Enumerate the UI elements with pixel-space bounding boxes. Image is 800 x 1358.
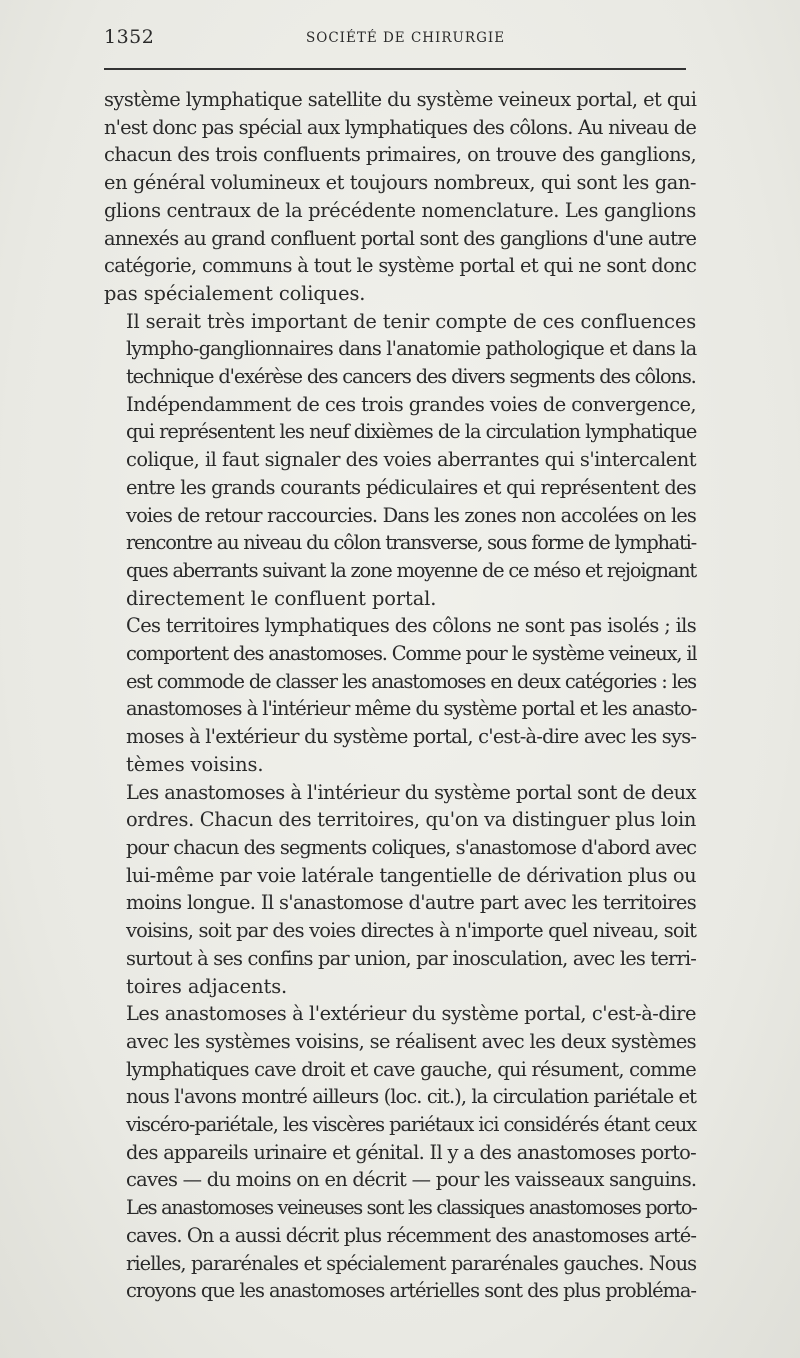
text-line: Les anastomoses à l'intérieur du système portal sont de deux bbox=[126, 780, 696, 804]
text-line: surtout à ses confins par union, par inosculation, avec les terri- bbox=[126, 946, 697, 970]
text-line: directement le confluent portal. bbox=[126, 586, 437, 610]
text-line: n'est donc pas spécial aux lymphatiques des côlons. Au niveau de bbox=[104, 115, 697, 139]
text-line: colique, il faut signaler des voies aberrantes qui s'intercalent bbox=[126, 448, 696, 472]
text-line: voisins, soit par des voies directes à n'importe quel niveau, soit bbox=[126, 919, 697, 943]
text-line: lympho-ganglionnaires dans l'anatomie pathologique et dans la bbox=[126, 337, 697, 361]
text-line: Les anastomoses veineuses sont les classiques anastomoses porto- bbox=[126, 1196, 697, 1220]
text-line: lui-même par voie latérale tangentielle de dérivation plus ou bbox=[126, 863, 697, 887]
text-line: système lymphatique satellite du système veineux portal, et qui bbox=[104, 88, 697, 111]
text-line: est commode de classer les anastomoses en deux catégories : les bbox=[126, 669, 696, 693]
text-line: glions centraux de la précédente nomenclature. Les ganglions bbox=[104, 198, 696, 222]
paragraph bbox=[104, 391, 696, 613]
header-rule bbox=[104, 68, 686, 70]
text-line: lymphatiques cave droit et cave gauche, qui résument, comme bbox=[126, 1057, 696, 1081]
paragraph bbox=[104, 612, 696, 778]
text-line: catégorie, communs à tout le système portal et qui ne sont donc bbox=[104, 254, 697, 278]
text-line: chacun des trois confluents primaires, on trouve des ganglions, bbox=[104, 143, 697, 167]
text-line: anastomoses à l'intérieur même du système portal et les anasto- bbox=[126, 697, 697, 721]
text-line: comportent des anastomoses. Comme pour le système veineux, il bbox=[126, 642, 697, 666]
paragraph bbox=[104, 308, 696, 391]
text-line: nous l'avons montré ailleurs (loc. cit.), la circulation pariétale et bbox=[126, 1085, 696, 1109]
text-line: pour chacun des segments coliques, s'anastomose d'abord avec bbox=[126, 835, 696, 859]
text-line: des appareils urinaire et génital. Il y a des anastomoses porto- bbox=[126, 1140, 696, 1164]
page-number: 1352 bbox=[104, 26, 155, 48]
text-line: Indépendamment de ces trois grandes voies de convergence, bbox=[126, 392, 696, 416]
text-line: qui représentent les neuf dixièmes de la circulation lymphatique bbox=[126, 420, 697, 444]
text-line: technique d'exérèse des cancers des divers segments des côlons. bbox=[126, 365, 696, 389]
text-line: tèmes voisins. bbox=[126, 752, 264, 776]
text-line: viscéro-pariétale, les viscères pariétaux ici considérés étant ceux bbox=[126, 1113, 696, 1137]
text-line: voies de retour raccourcies. Dans les zones non accolées on les bbox=[126, 503, 696, 527]
text-line: en général volumineux et toujours nombreux, qui sont les gan- bbox=[104, 171, 697, 195]
running-title: SOCIÉTÉ DE CHIRURGIE bbox=[306, 30, 506, 46]
text-line: entre les grands courants pédiculaires et qui représentent des bbox=[126, 475, 696, 499]
paragraph bbox=[104, 86, 696, 308]
page-header bbox=[104, 24, 690, 54]
text-line: toires adjacents. bbox=[126, 974, 288, 998]
text-line: ordres. Chacun des territoires, qu'on va distinguer plus loin bbox=[126, 808, 696, 832]
text-line: rielles, pararénales et spécialement pararénales gauches. Nous bbox=[126, 1251, 697, 1275]
text-line: Ces territoires lymphatiques des côlons ne sont pas isolés ; ils bbox=[126, 614, 697, 638]
text-line: ques aberrants suivant la zone moyenne de ce méso et rejoignant bbox=[126, 558, 696, 582]
paragraph bbox=[104, 1000, 696, 1305]
body-text bbox=[104, 86, 696, 1305]
text-line: Les anastomoses à l'extérieur du système portal, c'est-à-dire bbox=[126, 1002, 696, 1026]
text-line: caves — du moins on en décrit — pour les vaisseaux sanguins. bbox=[126, 1168, 697, 1192]
paragraph bbox=[104, 779, 696, 1001]
text-line: caves. On a aussi décrit plus récemment des anastomoses arté- bbox=[126, 1223, 697, 1247]
text-line: croyons que les anastomoses artérielles sont des plus probléma- bbox=[126, 1279, 696, 1303]
text-line: annexés au grand confluent portal sont des ganglions d'une autre bbox=[104, 226, 697, 250]
text-line: pas spécialement coliques. bbox=[104, 281, 366, 305]
text-line: moins longue. Il s'anastomose d'autre part avec les territoires bbox=[126, 891, 696, 915]
text-line: avec les systèmes voisins, se réalisent avec les deux systèmes bbox=[126, 1029, 696, 1053]
text-line: Il serait très important de tenir compte de ces confluences bbox=[126, 309, 696, 333]
text-line: rencontre au niveau du côlon transverse, sous forme de lymphati- bbox=[126, 531, 696, 555]
text-line: moses à l'extérieur du système portal, c'est-à-dire avec les sys- bbox=[126, 725, 697, 749]
